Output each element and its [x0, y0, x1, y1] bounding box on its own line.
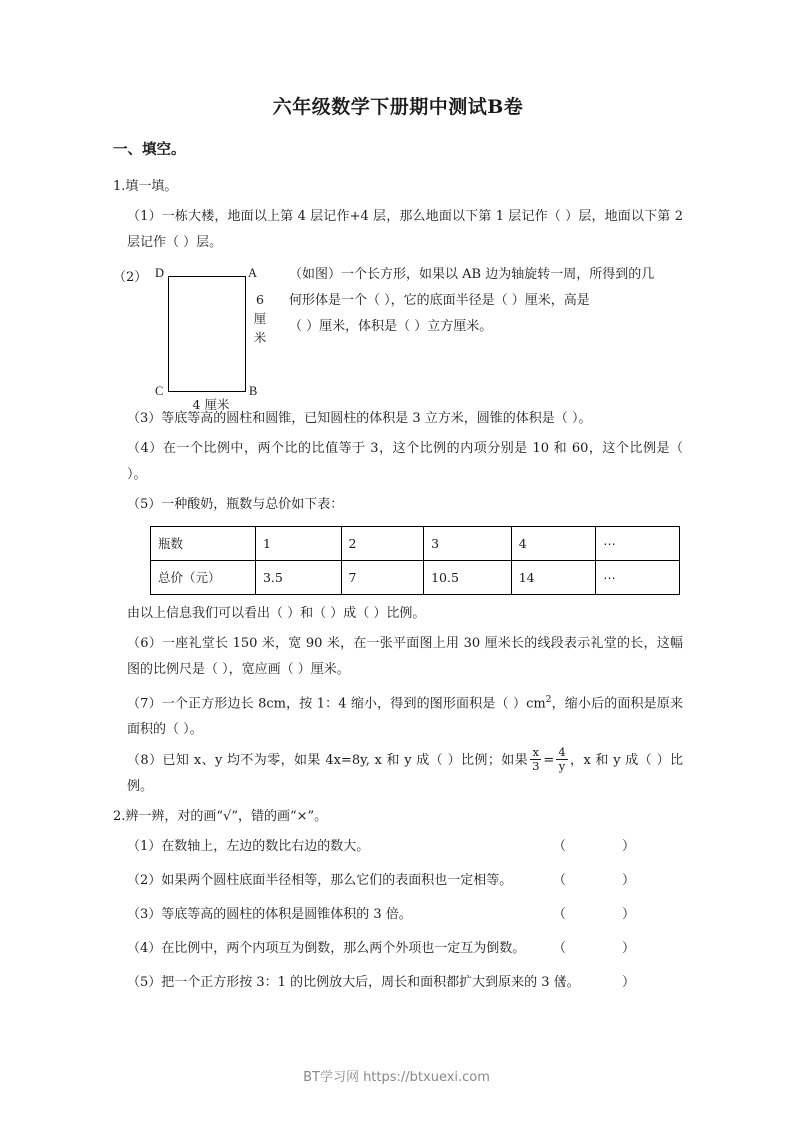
- document-content: [113, 96, 683, 1004]
- question-1-label: 1.填一填。: [113, 178, 178, 194]
- table-row: [151, 560, 680, 594]
- page-title: 六年级数学下册期中测试B卷: [272, 96, 524, 118]
- section-heading-fill-blank: 一、填空。: [113, 140, 186, 158]
- question-2-5-text: （5）把一个正方形按 3：1 的比例放大后，周长和面积都扩大到原来的 3 倍。: [127, 974, 580, 990]
- question-1-7-superscript: 2: [545, 694, 552, 705]
- question-1-2-label: （2）: [113, 269, 148, 285]
- question-1-6: （6）一座礼堂长 150 米，宽 90 米，在一张平面图上用 30 厘米长的线段表示礼堂的长，这幅图的比例尺是（ ），宽应画（ ）厘米。: [127, 635, 683, 677]
- question-1-2-figure-row: [113, 262, 683, 412]
- vertex-label-a: A: [248, 265, 258, 280]
- figure-height-label: [252, 290, 268, 347]
- question-2-2: [113, 868, 683, 894]
- answer-paren[interactable]: （ ）: [552, 906, 661, 922]
- fraction-numerator: x: [532, 744, 539, 759]
- question-1-4: （4）在一个比例中，两个比的比值等于 3，这个比例的内项分别是 10 和 60，这个比例是（ ）。: [127, 440, 683, 482]
- question-1-8-part-1: （8）已知 x、y 均不为零，如果 4x=8y, x 和 y 成（ ）比例；如果: [127, 752, 529, 768]
- table-cell-value: 1: [255, 526, 341, 560]
- question-2-3-text: （3）等底等高的圆柱的体积是圆锥体积的 3 倍。: [127, 906, 412, 922]
- question-1-7-part-2: ，缩小后的面积是原来面积的（ ）。: [127, 695, 683, 737]
- table-cell-value: 10.5: [424, 560, 512, 594]
- fraction-numerator: 4: [558, 744, 566, 759]
- table-cell-value: 2: [341, 526, 424, 560]
- question-1-1: （1）一栋大楼，地面以上第 4 层记作+4 层，那么地面以下第 1 层记作（ ）层，地面以下第 2 层记作（ ）层。: [127, 208, 683, 250]
- question-2-1: [113, 834, 683, 860]
- question-1-3: （3）等底等高的圆柱和圆锥，已知圆柱的体积是 3 立方米，圆锥的体积是（ ）。: [127, 410, 592, 426]
- question-1-5-label: （5）一种酸奶，瓶数与总价如下表：: [127, 496, 344, 512]
- yogurt-price-table: [150, 526, 680, 595]
- question-2-3: [113, 902, 683, 928]
- question-2-4-text: （4）在比例中，两个内项互为倒数，那么两个外项也一定互为倒数。: [127, 940, 526, 956]
- fraction-denominator: 3: [532, 758, 540, 773]
- question-1-2-line-2: 何形体是一个（ ），它的底面半径是（ ）厘米，高是: [289, 292, 590, 308]
- question-2-2-text: （2）如果两个圆柱底面半径相等，那么它们的表面积也一定相等。: [127, 872, 513, 888]
- vertex-label-c: C: [155, 383, 164, 398]
- fraction-denominator: y: [556, 759, 567, 773]
- table-cell-value: 4: [511, 526, 596, 560]
- question-2-label: 2.辨一辨，对的画“√”，错的画“×”。: [113, 808, 328, 824]
- vertex-label-b: B: [249, 383, 258, 398]
- question-1-2-text: [289, 262, 685, 340]
- figure-height-unit-2: 米: [253, 329, 267, 345]
- table-cell-row-label: 瓶数: [151, 526, 256, 560]
- table-cell-value: 7: [341, 560, 424, 594]
- question-2-1-text: （1）在数轴上，左边的数比右边的数大。: [127, 838, 370, 854]
- table-cell-value: ⋯: [596, 526, 680, 560]
- question-1-8: [113, 744, 683, 800]
- equals-sign: =: [543, 752, 555, 768]
- question-2-4: [113, 936, 683, 962]
- table-cell-row-label: 总价（元）: [151, 560, 256, 594]
- rectangle-shape: [168, 276, 246, 392]
- fraction-x-over-3: [530, 746, 541, 773]
- fraction-4-over-y: [556, 746, 567, 773]
- table-cell-value: 3.5: [255, 560, 341, 594]
- answer-paren[interactable]: （ ）: [552, 872, 661, 888]
- table-cell-value: ⋯: [596, 560, 680, 594]
- answer-paren[interactable]: （ ）: [552, 940, 661, 956]
- question-1-5-followup: 由以上信息我们可以看出（ ）和（ ）成（ ）比例。: [127, 605, 426, 621]
- table-cell-value: 14: [511, 560, 596, 594]
- table-cell-value: 3: [424, 526, 512, 560]
- question-1-2-line-3: （ ）厘米，体积是（ ）立方厘米。: [289, 318, 493, 334]
- figure-width-label: 4 厘米: [192, 396, 230, 412]
- answer-paren[interactable]: （ ）: [552, 838, 661, 854]
- question-1-8-part-2: ，x 和 y 成（ ）比例。: [127, 752, 683, 794]
- question-1-2-line-1: （如图）一个长方形，如果以 AB 边为轴旋转一周，所得到的几: [289, 266, 655, 282]
- yogurt-price-table-wrap: [150, 526, 683, 595]
- answer-paren[interactable]: （ ）: [552, 974, 661, 990]
- vertex-label-d: D: [155, 265, 165, 280]
- question-1-7: [113, 687, 683, 743]
- table-row: [151, 526, 680, 560]
- figure-height-unit-1: 厘: [253, 310, 267, 326]
- footer-watermark: BT学习网 https://btxuexi.com: [303, 1070, 490, 1085]
- question-1-7-part-1: （7）一个正方形边长 8cm，按 1：4 缩小，得到的图形面积是（ ）cm: [127, 695, 546, 711]
- figure-height-value: 6: [256, 291, 264, 307]
- question-2-5: [113, 970, 683, 996]
